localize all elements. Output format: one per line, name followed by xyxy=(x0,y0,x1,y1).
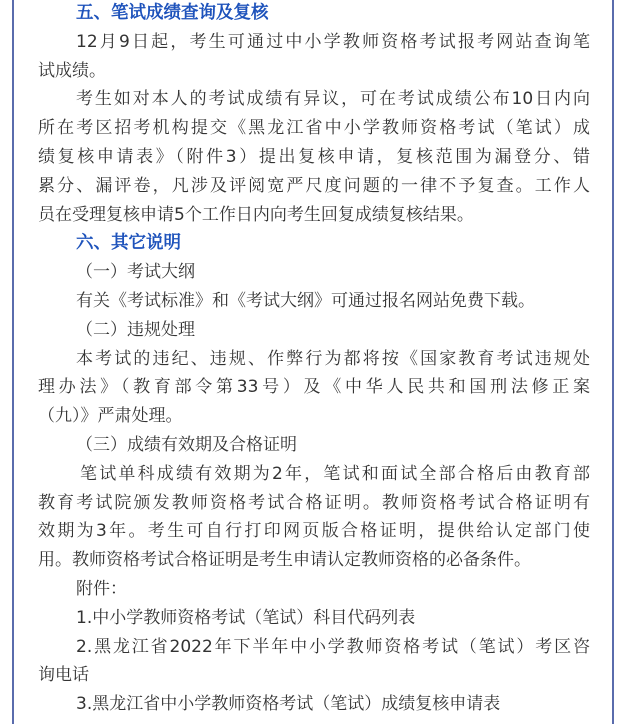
attachment-item: 3.黑龙江省中小学教师资格考试（笔试）成绩复核申请表 xyxy=(76,694,501,715)
attachments-label: 附件： xyxy=(76,578,127,599)
paragraph-line: （九）》严肃处理。 xyxy=(38,406,183,427)
paragraph-line: 本考试的违纪、违规、作弊行为都将按《国家教育考试违规处 xyxy=(76,348,590,369)
attachment-item: 1.中小学教师资格考试（笔试）科目代码列表 xyxy=(76,607,416,628)
paragraph-line: 笔试单科成绩有效期为2年，笔试和面试全部合格后由教育部 xyxy=(80,463,590,484)
paragraph-line: 12月9日起，考生可通过中小学教师资格考试报考网站查询笔 xyxy=(76,31,590,52)
attachment-item: 2.黑龙江省2022年下半年中小学教师资格考试（笔试）考区咨 xyxy=(76,636,590,657)
paragraph-line: 绩复核申请表》（附件3）提出复核申请，复核范围为漏登分、错 xyxy=(38,146,590,167)
subsection-title-syllabus: （一）考试大纲 xyxy=(76,262,195,283)
article-frame xyxy=(12,0,614,724)
paragraph-line: 试成绩。 xyxy=(38,60,106,81)
section-heading-other-notes: 六、其它说明 xyxy=(76,233,181,254)
paragraph-line: 理办法》（教育部令第33号）及《中华人民共和国刑法修正案 xyxy=(38,377,590,398)
subsection-title-validity: （三）成绩有效期及合格证明 xyxy=(76,434,297,455)
paragraph-line: 累分、漏评卷，凡涉及评阅宽严尺度问题的一律不予复查。工作人 xyxy=(38,175,590,196)
attachment-item-continued: 询电话 xyxy=(38,665,89,686)
paragraph-line: 考生如对本人的考试成绩有异议，可在考试成绩公布10日内向 xyxy=(76,89,590,110)
article-content xyxy=(38,0,590,719)
paragraph-line: 效期为3年。考生可自行打印网页版合格证明，提供给认定部门使 xyxy=(38,521,590,542)
section-heading-score-query: 五、笔试成绩查询及复核 xyxy=(76,3,269,23)
paragraph-line: 教育考试院颁发教师资格考试合格证明。教师资格考试合格证明有 xyxy=(38,492,590,513)
subsection-title-violations: （二）违规处理 xyxy=(76,319,195,340)
paragraph-line: 员在受理复核申请5个工作日内向考生回复成绩复核结果。 xyxy=(38,204,474,225)
paragraph-line: 有关《考试标准》和《考试大纲》可通过报名网站免费下载。 xyxy=(76,290,535,311)
paragraph-line: 用。教师资格考试合格证明是考生申请认定教师资格的必备条件。 xyxy=(38,550,531,571)
paragraph-line: 所在考区招考机构提交《黑龙江省中小学教师资格考试（笔试）成 xyxy=(38,118,590,139)
